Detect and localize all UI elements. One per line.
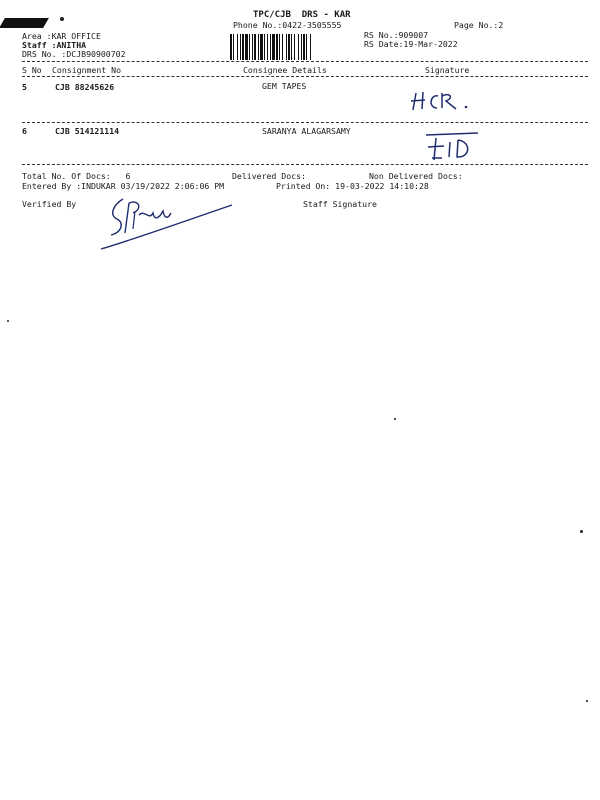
barcode [230, 34, 354, 60]
verified-by-label: Verified By [22, 199, 77, 209]
non-delivered-docs: Non Delivered Docs: [369, 171, 463, 181]
table-row-consignment: CJB 514121114 [55, 126, 120, 136]
rs-number: RS No.:909007 [364, 30, 429, 40]
verifier-signature [95, 193, 240, 253]
scan-speck [394, 418, 396, 420]
staff-field: Staff :ANITHA [22, 40, 87, 50]
printed-on: Printed On: 19-03-2022 14:10:28 [276, 181, 429, 191]
area-field: Area :KAR OFFICE [22, 31, 101, 41]
entered-by: Entered By :INDUKAR 03/19/2022 2:06:06 PM [22, 181, 225, 191]
scan-speck [7, 320, 9, 322]
total-docs: Total No. Of Docs: 6 [22, 171, 131, 181]
scan-speck [60, 17, 64, 21]
report-title: TPC/CJB DRS - KAR [253, 10, 351, 20]
handwritten-signature [420, 130, 490, 162]
column-header-consignee: Consignee Details [243, 65, 327, 75]
drs-number: DRS No. :DCJB90900702 [22, 49, 126, 59]
column-header-sno: S No [22, 65, 42, 75]
scan-speck [580, 530, 583, 533]
column-header-signature: Signature [425, 65, 470, 75]
rs-date: RS Date:19-Mar-2022 [364, 39, 458, 49]
table-row-sno: 5 [22, 82, 27, 92]
divider [22, 76, 588, 77]
phone-number: Phone No.:0422-3505555 [233, 20, 342, 30]
table-row-consignee: SARANYA ALAGARSAMY [262, 126, 351, 136]
scan-speck [0, 18, 49, 28]
page-number: Page No.:2 [454, 20, 504, 30]
column-header-consignment: Consignment No [52, 65, 122, 75]
handwritten-signature [410, 88, 485, 114]
staff-signature-label: Staff Signature [303, 199, 377, 209]
table-row-consignment: CJB 88245626 [55, 82, 115, 92]
table-row-sno: 6 [22, 126, 27, 136]
scan-speck [586, 700, 588, 702]
table-row-consignee: GEM TAPES [262, 81, 307, 91]
delivered-docs: Delivered Docs: [232, 171, 306, 181]
divider [22, 164, 588, 165]
divider [22, 61, 588, 62]
divider [22, 122, 588, 123]
